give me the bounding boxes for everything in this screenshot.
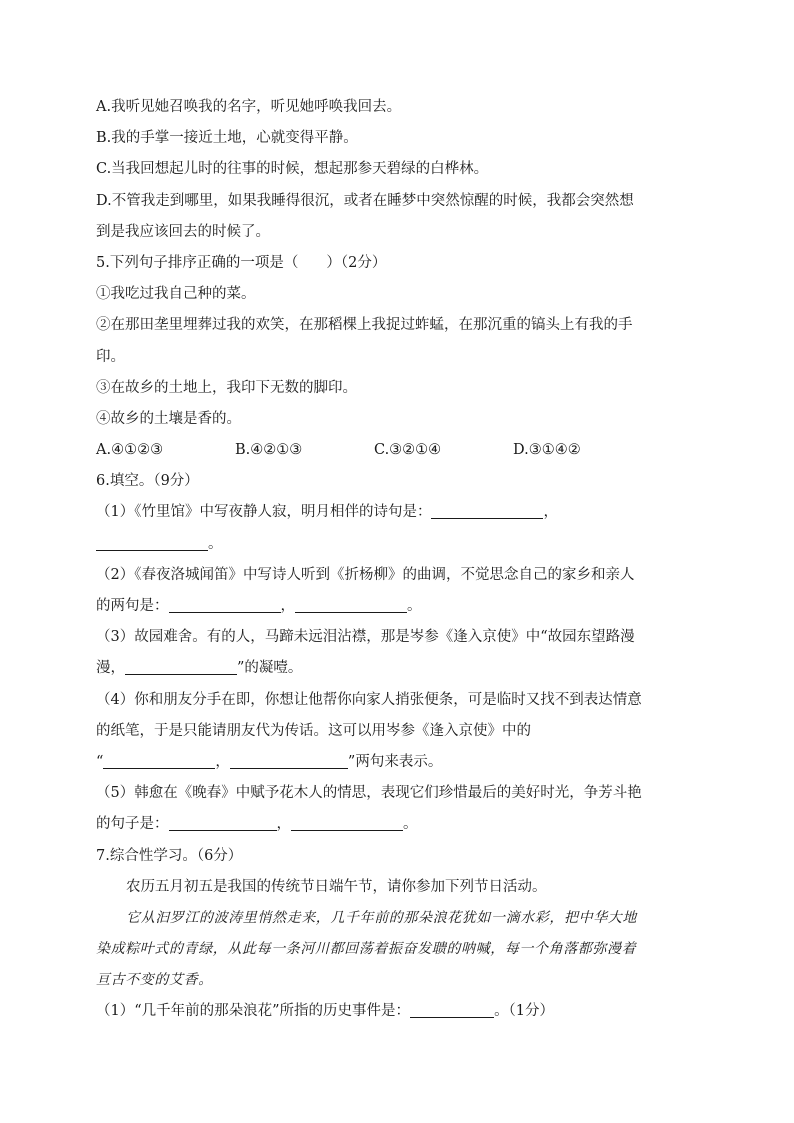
q5-option-c: C.③②①④ [374, 442, 442, 459]
q7-part1 [96, 996, 700, 1027]
q6-title: 6.填空。（9分） [96, 473, 199, 490]
q5-sentence-4: ④故乡的土壤是香的。 [96, 410, 241, 427]
q6-part3-text-a: 漫， [96, 660, 125, 677]
q6-part5-blank-1[interactable] [169, 812, 277, 831]
q6-part5-line1: （5）韩愈在《晚春》中赋予花木人的情思，表现它们珍惜最后的美好时光，争芳斗艳 [96, 785, 642, 802]
q6-part3-line1: （3）故园难舍。有的人，马蹄未远泪沾襟，那是岑参《逢入京使》中“故园东望路漫 [96, 629, 635, 646]
q5-sentence-2-line2: 印。 [96, 348, 125, 365]
q6-part1-line2 [96, 529, 700, 560]
q6-part3-blank[interactable] [125, 656, 237, 675]
q4-option-a: A.我听见她召唤我的名字，听见她呼唤我回去。 [96, 99, 402, 115]
q7-passage-line2: 染成粽叶式的青绿，从此每一条河川都回荡着振奋发聩的呐喊，每一个角落都弥漫着 [96, 941, 637, 958]
q6-part3-text-b: ”的凝噎。 [237, 660, 303, 677]
q6-part4-blank-1[interactable] [103, 750, 215, 769]
q6-part4-blank-2[interactable] [230, 750, 348, 769]
q7-passage-line1: 它从汩罗江的波涛里悄然走来，几千年前的那朵浪花犹如一滴水彩，把中华大地 [126, 909, 637, 926]
q5-option-b: B.④②①③ [235, 442, 303, 459]
q6-part5-line2 [96, 809, 700, 840]
q5-option-d: D.③①④② [513, 442, 581, 459]
q7-intro: 农历五月初五是我国的传统节日端午节，请你参加下列节日活动。 [126, 878, 547, 895]
q6-part5-end: 。 [403, 816, 418, 833]
q6-part1-line1 [96, 497, 700, 528]
q7-passage-line3: 亘古不变的艾香。 [96, 972, 213, 989]
q6-part2-end: 。 [407, 598, 422, 614]
q5-sentence-3: ③在故乡的土地上，我印下无数的脚印。 [96, 379, 357, 396]
q6-part4-line3 [96, 747, 700, 778]
q6-part2-text: 的两句是： [96, 598, 169, 614]
q4-option-c: C.当我回想起儿时的往事的时候，想起那参天碧绿的白桦林。 [96, 161, 489, 178]
q5-stem [96, 248, 700, 279]
q4-option-d-line1: D.不管我走到哪里，如果我睡得很沉，或者在睡梦中突然惊醒的时候，我都会突然想 [96, 192, 634, 209]
q6-part5-text: 的句子是： [96, 816, 169, 833]
q6-part2-sep: ， [280, 598, 295, 614]
q6-part4-close: ”两句来表示。 [347, 753, 443, 770]
q6-part2-blank-2[interactable] [295, 594, 407, 613]
q5-stem-text-a: 5.下列句子排序正确的一项是（ [96, 254, 299, 271]
q7-part1-blank[interactable] [410, 999, 494, 1018]
exam-page [96, 92, 700, 1028]
q4-option-b: B.我的手掌一接近土地，心就变得平静。 [96, 130, 358, 147]
q7-part1-score: 。（1分） [494, 1003, 555, 1020]
q6-part1-blank-2[interactable] [96, 532, 208, 551]
q6-part2-blank-1[interactable] [169, 594, 281, 613]
q6-part3-line2 [96, 653, 700, 684]
q6-part1-end: 。 [208, 535, 223, 552]
q6-part1-text: （1）《竹里馆》中写夜静人寂，明月相伴的诗句是： [96, 504, 432, 521]
q6-part4-open-quote: “ [96, 753, 104, 770]
q5-sentence-2-line1: ②在那田垄里埋葬过我的欢笑，在那稻棵上我捉过蚱蜢，在那沉重的镐头上有我的手 [96, 317, 633, 334]
q5-option-a: A.④①②③ [96, 442, 164, 459]
q6-part2-line1: （2）《春夜洛城闻笛》中写诗人听到《折杨柳》的曲调，不觉思念自己的家乡和亲人 [96, 566, 635, 583]
q5-stem-text-b: ）（2分） [326, 254, 387, 271]
q5-sentence-1: ①我吃过我自己种的菜。 [96, 286, 256, 303]
q6-part2-line2 [96, 591, 700, 622]
q7-part1-text: （1）“几千年前的那朵浪花”所指的历史事件是： [96, 1003, 411, 1020]
q6-part4-line1: （4）你和朋友分手在即，你想让他帮你向家人捎张便条，可是临时又找不到表达情意 [96, 691, 642, 708]
q4-option-d-line2: 到是我应该回去的时候了。 [96, 223, 270, 240]
q6-part1-blank-1[interactable] [431, 500, 543, 519]
q6-part4-line2: 的纸笔，于是只能请朋友代为传话。这可以用岑参《逢入京使》中的 [96, 722, 531, 739]
q6-part5-blank-2[interactable] [291, 812, 403, 831]
q5-options [96, 435, 700, 466]
q6-part1-sep: ， [543, 504, 558, 521]
q6-part4-sep: ， [215, 753, 230, 770]
q6-part5-sep: ， [276, 816, 291, 833]
q7-title: 7.综合性学习。（6分） [96, 847, 243, 864]
